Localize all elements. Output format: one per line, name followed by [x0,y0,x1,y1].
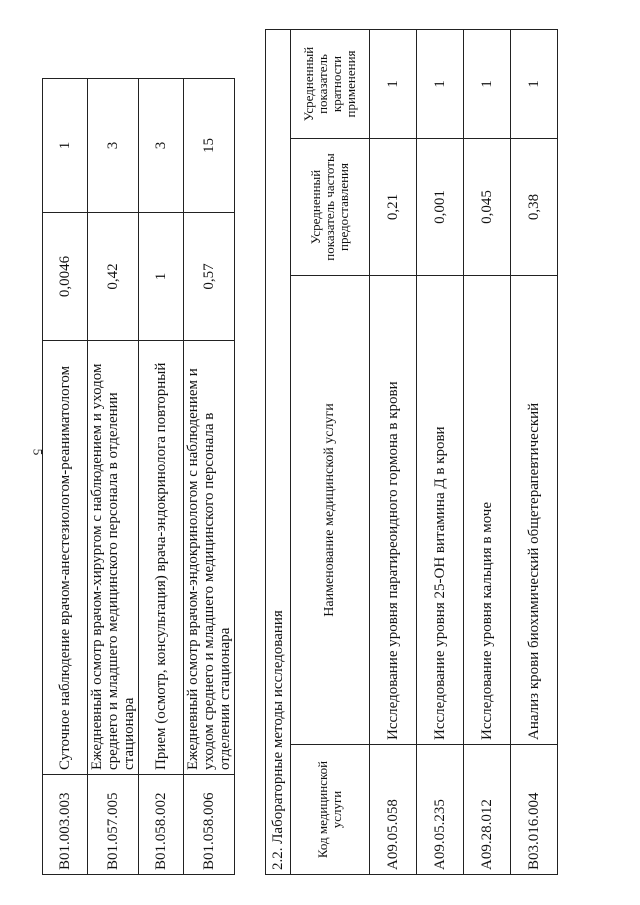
table-row [139,79,184,875]
table-row [511,30,558,875]
multiplicity-value: 1 [43,79,88,213]
frequency-value: 0,001 [417,139,464,276]
service-code: B01.003.003 [43,775,88,875]
header-row [291,30,370,875]
header-code: Код медицинской услуги [291,745,370,875]
multiplicity-value: 1 [511,30,558,139]
multiplicity-value: 1 [464,30,511,139]
frequency-value: 1 [139,213,184,341]
table-row [43,79,88,875]
section-title: 2.2. Лабораторные методы исследования [266,30,291,875]
service-code: A09.05.058 [370,745,417,875]
service-name: Прием (осмотр, консультация) врача-эндокринолога повторный [139,341,184,775]
service-code: A09.05.235 [417,745,464,875]
service-name: Суточное наблюдение врачом-анестезиологом-реаниматологом [43,341,88,775]
frequency-value: 0,57 [184,213,235,341]
multiplicity-value: 1 [370,30,417,139]
service-name: Исследование уровня паратиреоидного гормона в крови [370,276,417,745]
service-code: A09.28.012 [464,745,511,875]
laboratory-methods-table [265,29,558,875]
multiplicity-value: 1 [417,30,464,139]
header-name: Наименование медицинской услуги [291,276,370,745]
frequency-value: 0,38 [511,139,558,276]
table-row [184,79,235,875]
table-row [88,79,139,875]
section-title-row [266,30,291,875]
services-table-continued [42,78,235,875]
service-code: B01.058.002 [139,775,184,875]
frequency-value: 0,21 [370,139,417,276]
service-code: B01.057.005 [88,775,139,875]
service-name: Анализ крови биохимический общетерапевтический [511,276,558,745]
header-multiplicity: Усредненный показатель кратности применения [291,30,370,139]
frequency-value: 0,0046 [43,213,88,341]
service-code: B03.016.004 [511,745,558,875]
page-number: 5 [30,448,46,456]
service-name: Ежедневный осмотр врачом-хирургом с наблюдением и уходом среднего и младшего медицинского персонала в отделении стационара [88,341,139,775]
table-row [417,30,464,875]
rotated-page-content [30,30,610,875]
service-code: B01.058.006 [184,775,235,875]
frequency-value: 0,42 [88,213,139,341]
frequency-value: 0,045 [464,139,511,276]
multiplicity-value: 3 [88,79,139,213]
service-name: Исследование уровня кальция в моче [464,276,511,745]
service-name: Ежедневный осмотр врачом-эндокринологом с наблюдением и уходом среднего и младшего медицинского персонала в отделении стационара [184,341,235,775]
multiplicity-value: 15 [184,79,235,213]
table-row [370,30,417,875]
header-frequency: Усредненный показатель частоты предоставления [291,139,370,276]
service-name: Исследование уровня 25-ОН витамина Д в крови [417,276,464,745]
multiplicity-value: 3 [139,79,184,213]
table-row [464,30,511,875]
